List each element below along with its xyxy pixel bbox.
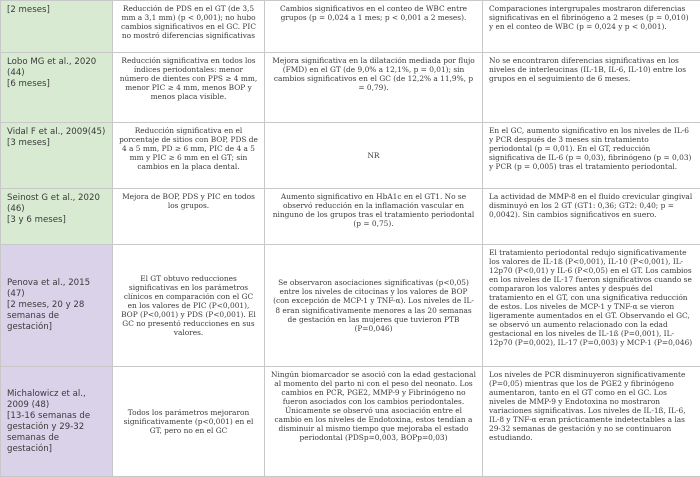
clinical-text: Reducción significativa en todos los índices periodontales: menor número de dientes con PPS ≥ 4 mm, menor PIC ≥ 4 mm, menos BOP y menos placa visible. [119,56,258,101]
study-cell [1,189,113,245]
biomarker-text: Los niveles de PCR disminuyeron significativamente (P=0,05) mientras que los de PGE2 y fibrinógeno aumentaron, tanto en el GT como en el GC. Los niveles de MMP-9 y Endotoxina no mostraron variaciones significativas. Los niveles de IL-1ß, IL-6, IL-8 y TNF-α eran prácticamente indetectables a las 29-32 semanas de gestación y no se continuaron estudiando. [489,370,694,442]
table-row [1,367,700,477]
clinical-cell [113,367,265,477]
study-cell [1,1,113,53]
vascular-text: Cambios significativos en el conteo de WBC entre grupos (p = 0,024 a 1 mes; p < 0,001 a 2 meses). [271,4,476,22]
study-text: Michalowicz et al., 2009 (48) [13-16 semanas de gestación y 29-32 semanas de gestación] [7,389,106,455]
biomarker-cell [483,123,700,189]
study-text: [2 meses] [7,5,106,16]
study-text: Lobo MG et al., 2020 (44) [6 meses] [7,57,106,90]
biomarker-text: No se encontraron diferencias significativas en los niveles de interleucinas (IL-1B, IL-6, IL-10) entre los grupos en el seguimiento de 6 meses. [489,56,694,83]
study-text: Seinost G et al., 2020 (46) [3 y 6 meses] [7,193,106,226]
clinical-cell [113,53,265,123]
vascular-text: Mejora significativa en la dilatación mediada por flujo (FMD) en el GT (de 9,0% a 12,1%, p = 0,01); sin cambios significativos en el GC (de 12,2% a 11,9%, p = 0,79). [271,56,476,92]
biomarker-text: Comparaciones intergrupales mostraron diferencias significativas en el fibrinógeno a 2 meses (p = 0,010) y en el conteo de WBC (p = 0,024 y p < 0,001). [489,4,694,31]
clinical-text: Todos los parámetros mejoraron significativamente (p<0,001) en el GT, pero no en el GC [119,408,258,435]
vascular-cell [265,245,483,367]
vascular-text: Aumento significativo en HbA1c en el GT1. No se observó reducción en la inflamación vascular en ninguno de los grupos tras el tratamiento periodontal (p = 0,75). [271,192,476,228]
biomarker-cell [483,245,700,367]
vascular-cell [265,367,483,477]
biomarker-cell [483,53,700,123]
biomarker-cell [483,189,700,245]
study-text: Vidal F et al., 2009(45) [3 meses] [7,127,106,149]
table-row [1,189,700,245]
biomarker-cell [483,367,700,477]
table-row [1,123,700,189]
vascular-text: Se observaron asociaciones significativas (p<0,05) entre los niveles de citocinas y los valores de BOP (con excepción de MCP-1 y TNF-α). Los niveles de IL-8 eran significativamente menores a las 20 semanas de gestación en las mujeres que tuvieron PTB (P=0,046) [271,278,476,332]
vascular-text: Ningún biomarcador se asoció con la edad gestacional al momento del parto ni con el peso del neonato. Los cambios en PCR, PGE2, MMP-9 y Fibrinógeno no fueron asociados con los cambios periodontales. Únicamente se observó una asociación entre el cambio en los niveles de Endotoxina, estos tendían a disminuir al mismo tiempo que mejoraba el estado periodontal (PDSp=0,003, BOPp=0,03) [271,370,476,442]
vascular-cell [265,1,483,53]
clinical-cell [113,123,265,189]
study-text: Penova et al., 2015 (47) [2 meses, 20 y 28 semanas de gestación] [7,278,106,333]
clinical-cell [113,189,265,245]
study-cell [1,53,113,123]
clinical-text: El GT obtuvo reducciones significativas en los parámetros clínicos en comparación con el GC en los valores de PIC (P<0,001), BOP (P<0,001) y PDS (P<0,001). El GC no presentó reducciones en sus valores. [119,274,258,337]
clinical-cell [113,1,265,53]
clinical-cell [113,245,265,367]
study-cell [1,123,113,189]
clinical-text: Reducción significativa en el porcentaje de sitios con BOP, PDS de 4 a 5 mm, PD ≥ 6 mm, PIC de 4 a 5 mm y PIC ≥ 6 mm en el GT; sin cambios en la placa dental. [119,126,258,171]
vascular-text: NR [271,151,476,160]
table-row [1,53,700,123]
biomarker-cell [483,1,700,53]
clinical-text: Mejora de BOP, PDS y PIC en todos los grupos. [119,192,258,210]
biomarker-text: El tratamiento periodontal redujo significativamente los valores de IL-1ß (P<0,001), IL-10 (P<0,001), IL-12p70 (P<0,01) y IL-6 (P<0,05) en el GT. Los cambios en los niveles de IL-17 fueron significativos cuando se compararon los valores antes y después del tratamiento en el GT, con una significativa reducción de estos. Los niveles de MCP-1 y TNF-α se vieron ligeramente aumentados en el GT. Observando el GC, se observó un aumento relacionado con la edad gestacional en los niveles de IL-1ß (P=0,001), IL-12p70 (P=0,002), IL-17 (P=0,003) y MCP-1 (P=0,046) [489,248,694,347]
clinical-text: Reducción de PDS en el GT (de 3,5 mm a 3,1 mm) (p < 0,001); no hubo cambios significativos en el GC. PIC no mostró diferencias significativas [119,4,258,40]
table-row [1,245,700,367]
vascular-cell [265,123,483,189]
study-cell [1,245,113,367]
biomarker-text: En el GC, aumento significativo en los niveles de IL-6 y PCR después de 3 meses sin tratamiento periodontal (p = 0,01). En el GT, reducción significativa de IL-6 (p = 0,03), fibrinógeno (p = 0,03) y PCR (p = 0,005) tras el tratamiento periodontal. [489,126,694,171]
vascular-cell [265,189,483,245]
vascular-cell [265,53,483,123]
biomarker-text: La actividad de MMP-8 en el fluido crevicular gingival disminuyó en los 2 GT (GT1: 0,36; GT2: 0,40; p = 0,0042). Sin cambios significativos en suero. [489,192,694,219]
study-cell [1,367,113,477]
table-row [1,1,700,53]
